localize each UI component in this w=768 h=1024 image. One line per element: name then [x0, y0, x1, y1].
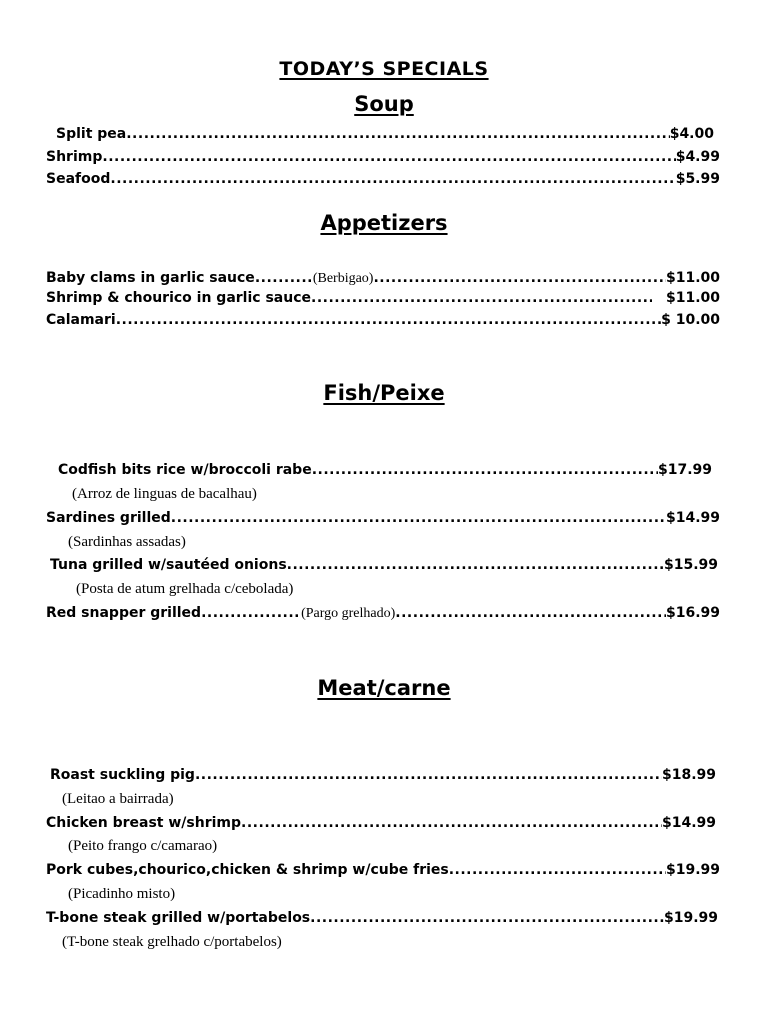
item-name: Pork cubes,chourico,chicken & shrimp w/cube fries [46, 862, 449, 878]
dot-leader [449, 860, 666, 880]
dot-leader [171, 508, 666, 528]
dot-leader [110, 169, 675, 189]
item-note: (Berbigao) [312, 271, 374, 286]
item-name: T-bone steak grilled w/portabelos [46, 910, 311, 926]
menu-item-row [46, 169, 720, 189]
menu-item-row [46, 508, 720, 528]
dot-leader [126, 124, 669, 144]
item-name: Calamari [46, 312, 116, 328]
menu-item-row [46, 603, 720, 623]
item-name: Shrimp & chourico in garlic sauce [46, 290, 311, 306]
menu-item-row [46, 908, 718, 928]
menu-item-row [46, 288, 720, 308]
item-translation: (Sardinhas assadas) [68, 534, 186, 550]
menu-item-row [46, 147, 720, 167]
menu-item-row [50, 765, 716, 785]
dot-leader [241, 813, 662, 833]
dot-leader [201, 603, 301, 623]
menu-item-row [50, 555, 718, 575]
item-price: $17.99 [657, 462, 712, 478]
item-name: Shrimp [46, 149, 103, 165]
item-translation: (T-bone steak grelhado c/portabelos) [62, 934, 282, 950]
dot-leader [373, 268, 666, 288]
item-price: $5.99 [675, 171, 720, 187]
menu-item-row [46, 813, 716, 833]
menu-item-row [56, 124, 714, 144]
menu-item-row [46, 268, 720, 288]
item-price: $ 10.00 [661, 312, 720, 328]
dot-leader [195, 765, 662, 785]
dot-leader [395, 603, 666, 623]
item-translation: (Leitao a bairrada) [62, 791, 174, 807]
item-name: Seafood [46, 171, 111, 187]
menu-item-row [46, 310, 720, 330]
item-name: Baby clams in garlic sauce [46, 270, 255, 286]
item-price: $19.99 [665, 862, 720, 878]
item-price: $14.99 [661, 815, 716, 831]
dot-leader [312, 460, 658, 480]
item-price: $4.99 [675, 149, 720, 165]
item-translation: (Arroz de linguas de bacalhau) [72, 486, 257, 502]
item-name: Sardines grilled [46, 510, 171, 526]
item-note: (Pargo grelhado) [301, 606, 396, 621]
item-price: $16.99 [665, 605, 720, 621]
dot-leader [310, 908, 664, 928]
item-price: $4.00 [669, 126, 714, 142]
item-price: $11.00 [665, 290, 720, 306]
item-name: Red snapper grilled [46, 605, 202, 621]
menu-item-row [46, 860, 720, 880]
item-name: Codfish bits rice w/broccoli rabe [58, 462, 312, 478]
item-price: $18.99 [661, 767, 716, 783]
dot-leader [102, 147, 675, 167]
menu-item-row [58, 460, 712, 480]
dot-leader [255, 268, 313, 288]
appetizers-heading: Appetizers [320, 211, 448, 235]
item-name: Roast suckling pig [50, 767, 195, 783]
dot-leader [311, 288, 652, 308]
dot-leader [116, 310, 661, 330]
item-translation: (Peito frango c/camarao) [68, 838, 218, 854]
meat-heading: Meat/carne [317, 676, 451, 700]
fish-heading: Fish/Peixe [323, 381, 445, 405]
item-translation: (Picadinho misto) [68, 886, 176, 902]
item-translation: (Posta de atum grelhada c/cebolada) [76, 581, 294, 597]
item-price: $11.00 [665, 270, 720, 286]
item-price: $19.99 [663, 910, 718, 926]
dot-leader [287, 555, 664, 575]
item-name: Chicken breast w/shrimp [46, 815, 242, 831]
item-name: Tuna grilled w/sautéed onions [50, 557, 287, 573]
item-name: Split pea [56, 126, 127, 142]
item-price: $14.99 [665, 510, 720, 526]
soup-heading: Soup [354, 92, 414, 116]
item-price: $15.99 [663, 557, 718, 573]
page-title: TODAY’S SPECIALS [279, 58, 489, 80]
